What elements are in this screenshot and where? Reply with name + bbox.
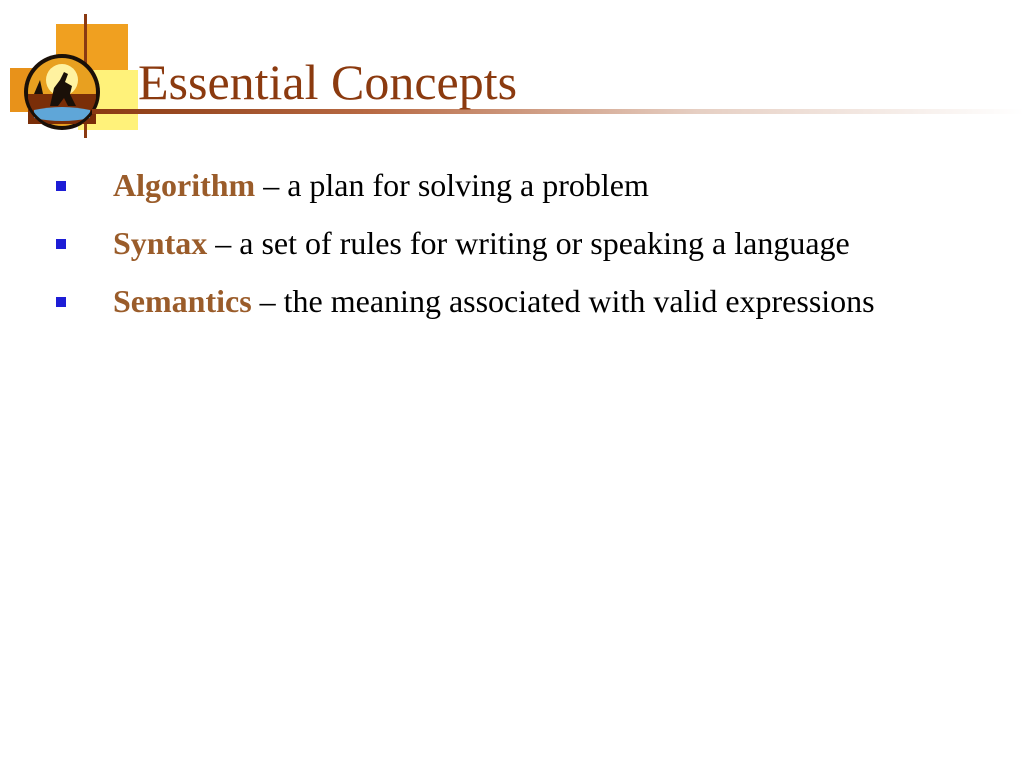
bullet-term: Semantics (113, 283, 252, 319)
kangaroo-emblem-icon (24, 54, 100, 130)
bullet-term: Algorithm (113, 167, 256, 203)
bullet-marker (56, 297, 66, 307)
bullet-marker (56, 239, 66, 249)
bullet-marker (56, 181, 66, 191)
bullet-definition: – a set of rules for writing or speaking a language (207, 225, 850, 261)
bullet-term: Syntax (113, 225, 208, 261)
bullet-list (56, 162, 896, 336)
bullet-item-syntax (56, 220, 896, 267)
bullet-item-algorithm (56, 162, 896, 209)
bullet-definition: – the meaning associated with valid expressions (251, 283, 875, 319)
slide-title: Essential Concepts (138, 54, 518, 110)
bullet-item-semantics (56, 278, 896, 325)
bullet-definition: – a plan for solving a problem (255, 167, 649, 203)
header-graphic (10, 14, 150, 138)
